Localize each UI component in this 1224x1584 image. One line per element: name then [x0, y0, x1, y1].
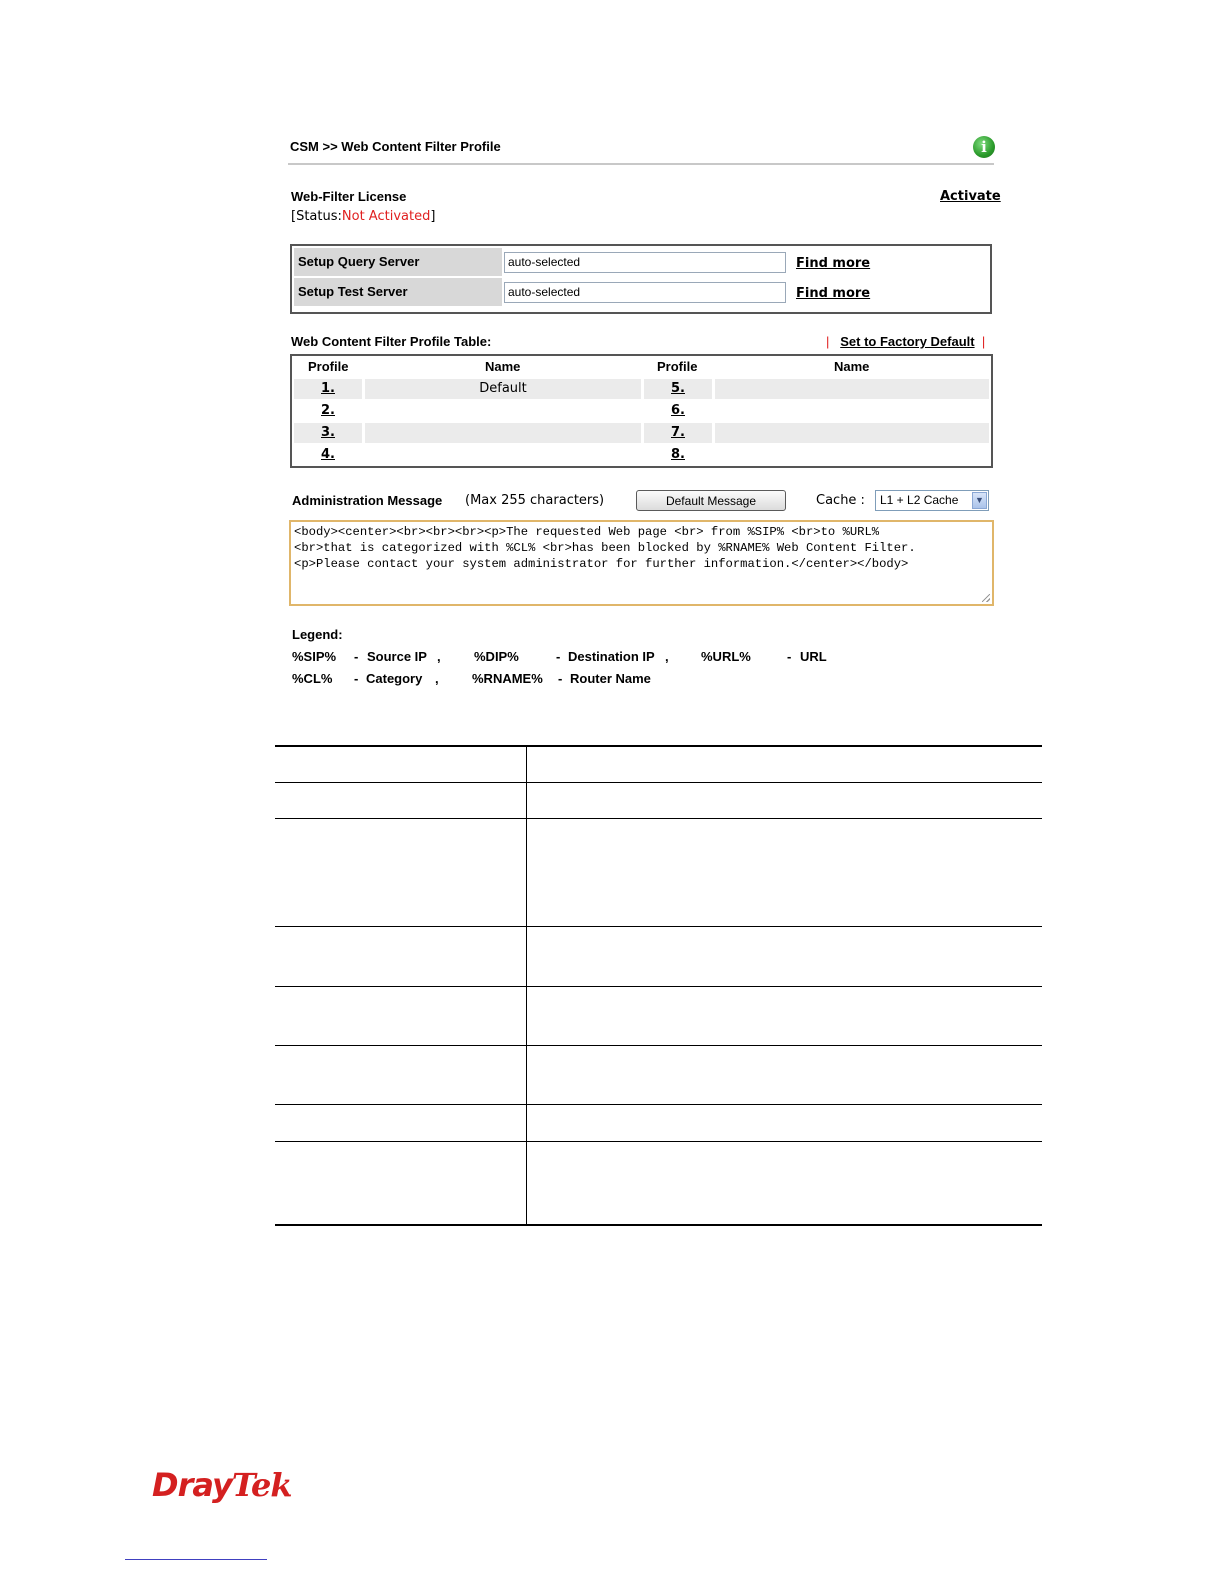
- profile-table: [290, 354, 993, 468]
- table-row-divider: [275, 818, 1042, 819]
- status-value: Not Activated: [341, 209, 431, 224]
- status-prefix: [Status:: [291, 209, 342, 224]
- table-cell: Default: [365, 379, 641, 399]
- max-chars-note: (Max 255 characters): [465, 493, 605, 508]
- admin-message-textarea[interactable]: [289, 520, 994, 606]
- description-table: [275, 745, 1042, 1226]
- table-row-divider: [275, 1045, 1042, 1046]
- logo-text-dray: Dray: [152, 1466, 232, 1504]
- legend-dash: -: [556, 649, 561, 664]
- profile-link-8[interactable]: 8.: [671, 447, 685, 462]
- profile-table-title: Web Content Filter Profile Table:: [291, 334, 492, 349]
- license-title: Web-Filter License: [291, 189, 407, 204]
- table-top-rule: [275, 745, 1042, 747]
- table-cell[interactable]: [644, 445, 712, 465]
- table-cell: [365, 423, 641, 443]
- query-server-input[interactable]: auto-selected: [504, 252, 786, 273]
- table-bottom-rule: [275, 1224, 1042, 1226]
- page-title: CSM >> Web Content Filter Profile: [290, 139, 501, 154]
- server-setup-box: [290, 244, 992, 314]
- info-icon[interactable]: i: [973, 136, 995, 158]
- table-cell[interactable]: [294, 401, 362, 421]
- resize-handle-icon[interactable]: [982, 594, 990, 602]
- table-cell[interactable]: [294, 379, 362, 399]
- legend-code: %URL%: [701, 649, 751, 664]
- table-cell[interactable]: [644, 423, 712, 443]
- license-status: [291, 209, 435, 224]
- legend-code: %SIP%: [292, 649, 337, 664]
- status-suffix: ]: [430, 209, 436, 224]
- separator: |: [826, 334, 830, 349]
- legend-desc: URL: [800, 649, 827, 664]
- admin-message-title: Administration Message: [292, 493, 443, 508]
- legend-dash: -: [354, 671, 359, 686]
- legend-code: %RNAME%: [472, 671, 543, 686]
- legend-desc: Source IP: [367, 649, 427, 664]
- query-server-label: Setup Query Server: [294, 248, 502, 276]
- test-server-label: Setup Test Server: [294, 278, 502, 306]
- legend-desc: Router Name: [570, 671, 651, 686]
- table-row-divider: [275, 782, 1042, 783]
- table-cell[interactable]: [294, 445, 362, 465]
- legend-code: %DIP%: [474, 649, 519, 664]
- table-column-divider: [526, 745, 527, 1226]
- footer-rule: [125, 1559, 267, 1560]
- table-cell[interactable]: [294, 423, 362, 443]
- profile-link-4[interactable]: 4.: [321, 447, 335, 462]
- table-cell: [365, 445, 641, 465]
- legend-dash: -: [354, 649, 359, 664]
- table-cell[interactable]: [644, 379, 712, 399]
- cache-selected-value: L1 + L2 Cache: [880, 493, 959, 507]
- activate-link[interactable]: Activate: [940, 189, 1001, 204]
- column-header: Name: [834, 359, 870, 374]
- chevron-down-icon[interactable]: ▼: [972, 492, 987, 509]
- profile-link-7[interactable]: 7.: [671, 425, 685, 440]
- table-row-divider: [275, 926, 1042, 927]
- column-header: Name: [485, 359, 521, 374]
- query-server-find-more-link[interactable]: Find more: [796, 256, 871, 271]
- legend-sep: ,: [437, 649, 441, 664]
- table-cell: [715, 423, 989, 443]
- table-cell: [715, 445, 989, 465]
- default-message-button[interactable]: Default Message: [636, 490, 786, 511]
- column-header: Profile: [308, 359, 349, 374]
- legend-dash: -: [787, 649, 792, 664]
- factory-default-group: [826, 334, 985, 349]
- separator: |: [981, 334, 986, 349]
- legend-desc: Category: [366, 671, 423, 686]
- header-divider: [288, 163, 994, 165]
- cache-label: Cache :: [816, 493, 865, 508]
- test-server-input[interactable]: auto-selected: [504, 282, 786, 303]
- table-cell[interactable]: [644, 401, 712, 421]
- draytek-logo: [152, 1466, 291, 1504]
- legend-title: Legend:: [292, 627, 343, 642]
- legend-code: %CL%: [292, 671, 333, 686]
- profile-link-1[interactable]: 1.: [321, 381, 335, 396]
- legend-desc: Destination IP: [568, 649, 655, 664]
- legend-sep: ,: [665, 649, 669, 664]
- profile-link-3[interactable]: 3.: [321, 425, 335, 440]
- legend-dash: -: [558, 671, 563, 686]
- table-cell: [715, 401, 989, 421]
- cache-select[interactable]: [875, 490, 989, 511]
- logo-text-tek: Tek: [231, 1466, 292, 1504]
- admin-message-text: <body><center><br><br><br><p>The requested Web page <br> from %SIP% <br>to %URL% <br>that is categorized with %CL% <br>has been blocked by %RNAME% Web Content Filter. <p>Please contact your system administrator for further information.</center></body>: [294, 525, 916, 571]
- profile-link-5[interactable]: 5.: [671, 381, 685, 396]
- factory-default-link[interactable]: Set to Factory Default: [840, 334, 975, 349]
- legend-sep: ,: [435, 671, 439, 686]
- table-row-divider: [275, 1141, 1042, 1142]
- table-row-divider: [275, 986, 1042, 987]
- table-cell: [715, 379, 989, 399]
- table-cell: [365, 401, 641, 421]
- profile-link-2[interactable]: 2.: [321, 403, 335, 418]
- profile-link-6[interactable]: 6.: [671, 403, 685, 418]
- test-server-find-more-link[interactable]: Find more: [796, 286, 871, 301]
- table-row-divider: [275, 1104, 1042, 1105]
- column-header: Profile: [657, 359, 698, 374]
